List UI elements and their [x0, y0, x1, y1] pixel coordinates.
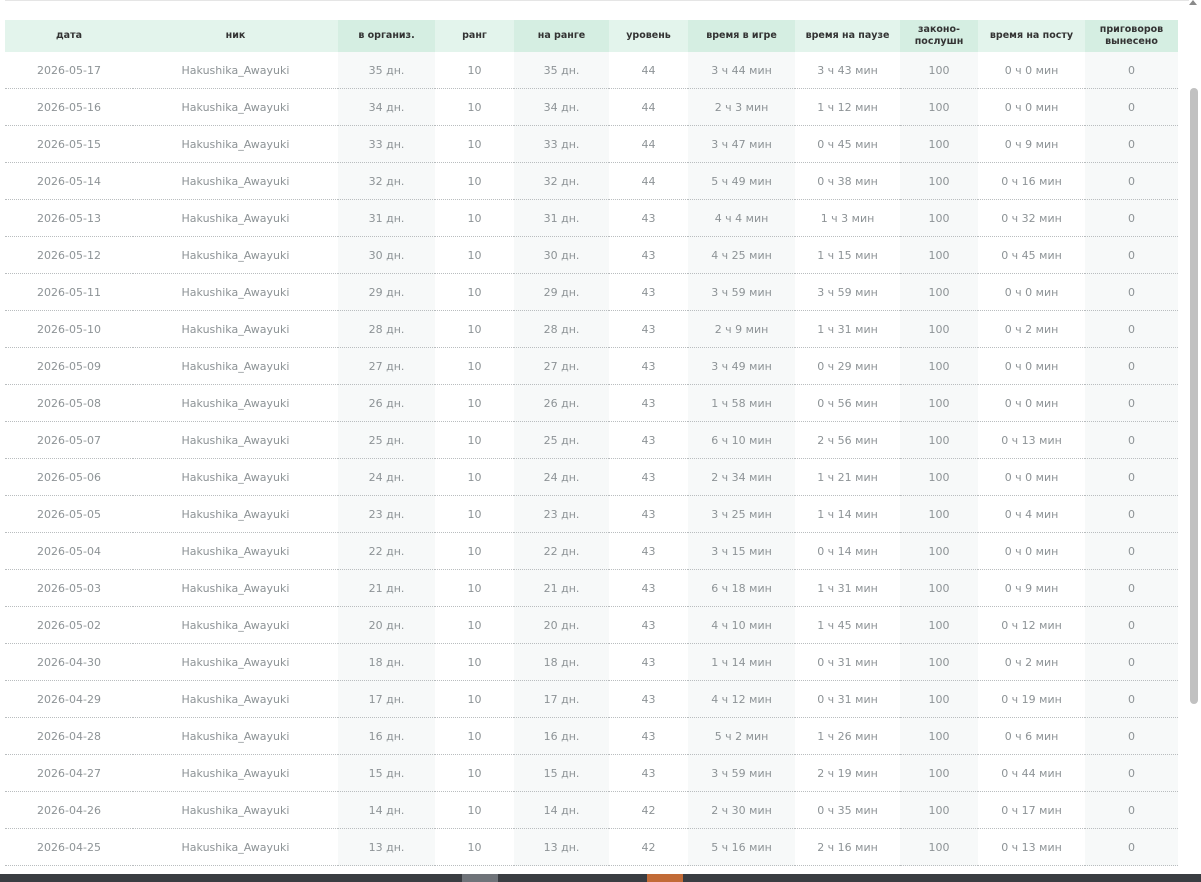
cell-level: 43	[609, 607, 688, 644]
cell-sentences: 0	[1085, 274, 1178, 311]
cell-nick: Hakushika_Awayuki	[133, 385, 338, 422]
cell-law-abiding: 100	[900, 755, 978, 792]
cell-sentences: 0	[1085, 792, 1178, 829]
table-row[interactable]	[5, 274, 1178, 311]
table-row[interactable]	[5, 348, 1178, 385]
cell-time-in-game: 4 ч 12 мин	[688, 681, 795, 718]
table-row[interactable]	[5, 718, 1178, 755]
cell-time-on-post: 0 ч 4 мин	[978, 496, 1085, 533]
cell-nick: Hakushika_Awayuki	[133, 163, 338, 200]
table-row[interactable]	[5, 459, 1178, 496]
cell-law-abiding: 100	[900, 385, 978, 422]
cell-time-in-game: 3 ч 49 мин	[688, 348, 795, 385]
cell-on-rank: 17 дн.	[514, 681, 609, 718]
cell-sentences: 0	[1085, 163, 1178, 200]
cell-level: 43	[609, 755, 688, 792]
column-header-law-abiding[interactable]: законо-послушн	[900, 20, 978, 52]
cell-law-abiding: 100	[900, 459, 978, 496]
cell-in-org: 21 дн.	[338, 570, 435, 607]
cell-level: 43	[609, 274, 688, 311]
cell-nick: Hakushika_Awayuki	[133, 829, 338, 866]
cell-level: 43	[609, 496, 688, 533]
cell-rank: 10	[435, 681, 514, 718]
cell-rank: 10	[435, 385, 514, 422]
table-row[interactable]	[5, 89, 1178, 126]
cell-nick: Hakushika_Awayuki	[133, 311, 338, 348]
cell-level: 43	[609, 200, 688, 237]
cell-nick: Hakushika_Awayuki	[133, 126, 338, 163]
cell-law-abiding: 100	[900, 163, 978, 200]
column-header-time-paused[interactable]: время на паузе	[795, 20, 900, 52]
cell-rank: 10	[435, 237, 514, 274]
cell-date: 2026-05-15	[5, 126, 133, 163]
cell-sentences: 0	[1085, 681, 1178, 718]
cell-time-paused: 3 ч 59 мин	[795, 274, 900, 311]
cell-in-org: 14 дн.	[338, 792, 435, 829]
cell-nick: Hakushika_Awayuki	[133, 755, 338, 792]
column-header-date[interactable]: дата	[5, 20, 133, 52]
cell-date: 2026-05-04	[5, 533, 133, 570]
cell-date: 2026-04-25	[5, 829, 133, 866]
cell-time-on-post: 0 ч 12 мин	[978, 607, 1085, 644]
cell-sentences: 0	[1085, 385, 1178, 422]
cell-law-abiding: 100	[900, 200, 978, 237]
column-header-time-on-post[interactable]: время на посту	[978, 20, 1085, 52]
cell-date: 2026-05-17	[5, 52, 133, 89]
cell-time-on-post: 0 ч 19 мин	[978, 681, 1085, 718]
cell-in-org: 30 дн.	[338, 237, 435, 274]
cell-in-org: 31 дн.	[338, 200, 435, 237]
cell-on-rank: 21 дн.	[514, 570, 609, 607]
table-row[interactable]	[5, 52, 1178, 89]
taskbar-item[interactable]	[462, 874, 498, 882]
cell-date: 2026-04-28	[5, 718, 133, 755]
cell-on-rank: 25 дн.	[514, 422, 609, 459]
table-row[interactable]	[5, 422, 1178, 459]
cell-nick: Hakushika_Awayuki	[133, 681, 338, 718]
cell-sentences: 0	[1085, 237, 1178, 274]
cell-rank: 10	[435, 496, 514, 533]
cell-nick: Hakushika_Awayuki	[133, 496, 338, 533]
cell-on-rank: 23 дн.	[514, 496, 609, 533]
cell-in-org: 13 дн.	[338, 829, 435, 866]
cell-level: 43	[609, 681, 688, 718]
cell-sentences: 0	[1085, 570, 1178, 607]
cell-level: 44	[609, 52, 688, 89]
cell-in-org: 18 дн.	[338, 644, 435, 681]
cell-in-org: 23 дн.	[338, 496, 435, 533]
cell-time-on-post: 0 ч 0 мин	[978, 274, 1085, 311]
cell-law-abiding: 100	[900, 829, 978, 866]
cell-law-abiding: 100	[900, 274, 978, 311]
table-row[interactable]	[5, 607, 1178, 644]
cell-nick: Hakushika_Awayuki	[133, 570, 338, 607]
cell-sentences: 0	[1085, 126, 1178, 163]
cell-time-in-game: 3 ч 44 мин	[688, 52, 795, 89]
cell-time-paused: 0 ч 31 мин	[795, 681, 900, 718]
top-border	[5, 0, 1189, 4]
cell-time-in-game: 4 ч 4 мин	[688, 200, 795, 237]
cell-date: 2026-05-06	[5, 459, 133, 496]
cell-in-org: 16 дн.	[338, 718, 435, 755]
cell-time-on-post: 0 ч 44 мин	[978, 755, 1085, 792]
cell-on-rank: 22 дн.	[514, 533, 609, 570]
column-header-level[interactable]: уровень	[609, 20, 688, 52]
cell-on-rank: 29 дн.	[514, 274, 609, 311]
cell-in-org: 15 дн.	[338, 755, 435, 792]
table-body	[5, 52, 1178, 866]
cell-nick: Hakushika_Awayuki	[133, 89, 338, 126]
table-row[interactable]	[5, 237, 1178, 274]
cell-nick: Hakushika_Awayuki	[133, 644, 338, 681]
cell-on-rank: 13 дн.	[514, 829, 609, 866]
cell-nick: Hakushika_Awayuki	[133, 348, 338, 385]
cell-time-in-game: 2 ч 9 мин	[688, 311, 795, 348]
cell-in-org: 17 дн.	[338, 681, 435, 718]
cell-date: 2026-04-27	[5, 755, 133, 792]
cell-level: 43	[609, 459, 688, 496]
cell-law-abiding: 100	[900, 52, 978, 89]
cell-in-org: 29 дн.	[338, 274, 435, 311]
cell-time-paused: 0 ч 14 мин	[795, 533, 900, 570]
cell-on-rank: 34 дн.	[514, 89, 609, 126]
cell-rank: 10	[435, 755, 514, 792]
taskbar-item-active[interactable]	[647, 874, 683, 882]
cell-level: 43	[609, 533, 688, 570]
cell-time-paused: 2 ч 16 мин	[795, 829, 900, 866]
cell-law-abiding: 100	[900, 533, 978, 570]
cell-time-paused: 2 ч 19 мин	[795, 755, 900, 792]
cell-rank: 10	[435, 570, 514, 607]
cell-time-in-game: 4 ч 10 мин	[688, 607, 795, 644]
cell-date: 2026-05-09	[5, 348, 133, 385]
cell-rank: 10	[435, 348, 514, 385]
cell-in-org: 27 дн.	[338, 348, 435, 385]
column-header-sentences[interactable]: приговоров вынесено	[1085, 20, 1178, 52]
cell-time-in-game: 5 ч 2 мин	[688, 718, 795, 755]
table-row[interactable]	[5, 644, 1178, 681]
cell-time-in-game: 2 ч 3 мин	[688, 89, 795, 126]
cell-level: 43	[609, 422, 688, 459]
cell-time-paused: 1 ч 31 мин	[795, 570, 900, 607]
cell-on-rank: 24 дн.	[514, 459, 609, 496]
cell-time-on-post: 0 ч 2 мин	[978, 311, 1085, 348]
cell-time-in-game: 3 ч 59 мин	[688, 755, 795, 792]
column-header-in-org[interactable]: в организ.	[338, 20, 435, 52]
cell-time-in-game: 1 ч 58 мин	[688, 385, 795, 422]
cell-rank: 10	[435, 607, 514, 644]
cell-date: 2026-05-13	[5, 200, 133, 237]
cell-time-paused: 1 ч 45 мин	[795, 607, 900, 644]
cell-time-paused: 1 ч 26 мин	[795, 718, 900, 755]
cell-sentences: 0	[1085, 755, 1178, 792]
cell-in-org: 25 дн.	[338, 422, 435, 459]
cell-law-abiding: 100	[900, 496, 978, 533]
column-header-time-in-game[interactable]: время в игре	[688, 20, 795, 52]
cell-time-paused: 1 ч 15 мин	[795, 237, 900, 274]
cell-nick: Hakushika_Awayuki	[133, 200, 338, 237]
table-row[interactable]	[5, 755, 1178, 792]
cell-sentences: 0	[1085, 89, 1178, 126]
cell-time-on-post: 0 ч 0 мин	[978, 385, 1085, 422]
cell-law-abiding: 100	[900, 570, 978, 607]
cell-date: 2026-05-05	[5, 496, 133, 533]
cell-time-in-game: 2 ч 30 мин	[688, 792, 795, 829]
cell-time-on-post: 0 ч 9 мин	[978, 126, 1085, 163]
cell-rank: 10	[435, 89, 514, 126]
cell-sentences: 0	[1085, 200, 1178, 237]
cell-time-on-post: 0 ч 9 мин	[978, 570, 1085, 607]
cell-time-in-game: 3 ч 47 мин	[688, 126, 795, 163]
cell-time-in-game: 1 ч 14 мин	[688, 644, 795, 681]
cell-rank: 10	[435, 644, 514, 681]
cell-rank: 10	[435, 311, 514, 348]
cell-nick: Hakushika_Awayuki	[133, 718, 338, 755]
cell-on-rank: 33 дн.	[514, 126, 609, 163]
bottom-taskbar	[0, 874, 1201, 882]
cell-law-abiding: 100	[900, 607, 978, 644]
table-row[interactable]	[5, 570, 1178, 607]
cell-in-org: 22 дн.	[338, 533, 435, 570]
cell-in-org: 35 дн.	[338, 52, 435, 89]
table-row[interactable]	[5, 681, 1178, 718]
cell-sentences: 0	[1085, 52, 1178, 89]
scroll-up-arrow-icon[interactable]	[1189, 0, 1197, 5]
cell-time-on-post: 0 ч 0 мин	[978, 52, 1085, 89]
table-row[interactable]	[5, 496, 1178, 533]
cell-nick: Hakushika_Awayuki	[133, 274, 338, 311]
column-header-on-rank[interactable]: на ранге	[514, 20, 609, 52]
cell-law-abiding: 100	[900, 792, 978, 829]
cell-level: 43	[609, 385, 688, 422]
cell-date: 2026-05-08	[5, 385, 133, 422]
cell-rank: 10	[435, 274, 514, 311]
cell-sentences: 0	[1085, 829, 1178, 866]
cell-in-org: 28 дн.	[338, 311, 435, 348]
cell-time-on-post: 0 ч 17 мин	[978, 792, 1085, 829]
cell-time-paused: 1 ч 3 мин	[795, 200, 900, 237]
cell-time-paused: 0 ч 29 мин	[795, 348, 900, 385]
cell-on-rank: 14 дн.	[514, 792, 609, 829]
cell-level: 43	[609, 644, 688, 681]
cell-date: 2026-05-16	[5, 89, 133, 126]
cell-law-abiding: 100	[900, 89, 978, 126]
cell-date: 2026-05-03	[5, 570, 133, 607]
cell-law-abiding: 100	[900, 348, 978, 385]
cell-rank: 10	[435, 792, 514, 829]
cell-level: 43	[609, 237, 688, 274]
stats-table	[5, 20, 1178, 866]
cell-law-abiding: 100	[900, 311, 978, 348]
cell-level: 42	[609, 792, 688, 829]
cell-on-rank: 18 дн.	[514, 644, 609, 681]
cell-on-rank: 16 дн.	[514, 718, 609, 755]
cell-date: 2026-05-12	[5, 237, 133, 274]
cell-date: 2026-05-10	[5, 311, 133, 348]
cell-sentences: 0	[1085, 533, 1178, 570]
cell-rank: 10	[435, 459, 514, 496]
cell-nick: Hakushika_Awayuki	[133, 237, 338, 274]
cell-time-paused: 0 ч 35 мин	[795, 792, 900, 829]
cell-time-in-game: 3 ч 59 мин	[688, 274, 795, 311]
cell-time-paused: 1 ч 14 мин	[795, 496, 900, 533]
cell-time-on-post: 0 ч 2 мин	[978, 644, 1085, 681]
cell-level: 43	[609, 348, 688, 385]
cell-nick: Hakushika_Awayuki	[133, 422, 338, 459]
cell-time-paused: 2 ч 56 мин	[795, 422, 900, 459]
cell-law-abiding: 100	[900, 718, 978, 755]
cell-time-on-post: 0 ч 0 мин	[978, 89, 1085, 126]
cell-date: 2026-05-14	[5, 163, 133, 200]
cell-on-rank: 32 дн.	[514, 163, 609, 200]
cell-nick: Hakushika_Awayuki	[133, 792, 338, 829]
table-row[interactable]	[5, 200, 1178, 237]
cell-law-abiding: 100	[900, 644, 978, 681]
cell-time-in-game: 4 ч 25 мин	[688, 237, 795, 274]
cell-level: 42	[609, 829, 688, 866]
cell-sentences: 0	[1085, 348, 1178, 385]
cell-time-in-game: 6 ч 10 мин	[688, 422, 795, 459]
cell-in-org: 32 дн.	[338, 163, 435, 200]
cell-time-paused: 0 ч 56 мин	[795, 385, 900, 422]
cell-level: 44	[609, 89, 688, 126]
cell-time-paused: 0 ч 38 мин	[795, 163, 900, 200]
cell-time-in-game: 6 ч 18 мин	[688, 570, 795, 607]
cell-rank: 10	[435, 718, 514, 755]
column-header-nick[interactable]: ник	[133, 20, 338, 52]
cell-rank: 10	[435, 422, 514, 459]
cell-nick: Hakushika_Awayuki	[133, 52, 338, 89]
cell-nick: Hakushika_Awayuki	[133, 607, 338, 644]
cell-nick: Hakushika_Awayuki	[133, 459, 338, 496]
cell-time-on-post: 0 ч 6 мин	[978, 718, 1085, 755]
cell-rank: 10	[435, 533, 514, 570]
cell-time-in-game: 5 ч 16 мин	[688, 829, 795, 866]
cell-date: 2026-04-30	[5, 644, 133, 681]
cell-date: 2026-04-29	[5, 681, 133, 718]
cell-time-on-post: 0 ч 13 мин	[978, 829, 1085, 866]
table-row[interactable]	[5, 829, 1178, 866]
cell-level: 44	[609, 163, 688, 200]
cell-rank: 10	[435, 200, 514, 237]
cell-date: 2026-05-02	[5, 607, 133, 644]
cell-time-paused: 0 ч 45 мин	[795, 126, 900, 163]
cell-time-on-post: 0 ч 13 мин	[978, 422, 1085, 459]
table-row[interactable]	[5, 533, 1178, 570]
cell-time-in-game: 2 ч 34 мин	[688, 459, 795, 496]
cell-time-in-game: 3 ч 15 мин	[688, 533, 795, 570]
cell-nick: Hakushika_Awayuki	[133, 533, 338, 570]
cell-rank: 10	[435, 829, 514, 866]
cell-in-org: 34 дн.	[338, 89, 435, 126]
cell-law-abiding: 100	[900, 422, 978, 459]
cell-on-rank: 31 дн.	[514, 200, 609, 237]
cell-on-rank: 28 дн.	[514, 311, 609, 348]
cell-on-rank: 26 дн.	[514, 385, 609, 422]
table-row[interactable]	[5, 163, 1178, 200]
cell-law-abiding: 100	[900, 237, 978, 274]
cell-time-on-post: 0 ч 0 мин	[978, 459, 1085, 496]
cell-time-on-post: 0 ч 16 мин	[978, 163, 1085, 200]
cell-in-org: 33 дн.	[338, 126, 435, 163]
cell-time-in-game: 5 ч 49 мин	[688, 163, 795, 200]
cell-on-rank: 27 дн.	[514, 348, 609, 385]
cell-time-on-post: 0 ч 32 мин	[978, 200, 1085, 237]
cell-time-paused: 1 ч 12 мин	[795, 89, 900, 126]
cell-rank: 10	[435, 52, 514, 89]
cell-time-on-post: 0 ч 0 мин	[978, 533, 1085, 570]
cell-sentences: 0	[1085, 311, 1178, 348]
cell-date: 2026-04-26	[5, 792, 133, 829]
cell-on-rank: 35 дн.	[514, 52, 609, 89]
table-row[interactable]	[5, 792, 1178, 829]
cell-level: 43	[609, 311, 688, 348]
table-header-row	[5, 20, 1178, 52]
cell-date: 2026-05-11	[5, 274, 133, 311]
cell-in-org: 24 дн.	[338, 459, 435, 496]
table-row[interactable]	[5, 385, 1178, 422]
cell-sentences: 0	[1085, 496, 1178, 533]
cell-sentences: 0	[1085, 607, 1178, 644]
cell-sentences: 0	[1085, 422, 1178, 459]
cell-sentences: 0	[1085, 718, 1178, 755]
cell-sentences: 0	[1085, 459, 1178, 496]
cell-in-org: 20 дн.	[338, 607, 435, 644]
cell-time-paused: 3 ч 43 мин	[795, 52, 900, 89]
cell-on-rank: 20 дн.	[514, 607, 609, 644]
cell-date: 2026-05-07	[5, 422, 133, 459]
cell-time-paused: 0 ч 31 мин	[795, 644, 900, 681]
table-row[interactable]	[5, 311, 1178, 348]
cell-rank: 10	[435, 163, 514, 200]
cell-in-org: 26 дн.	[338, 385, 435, 422]
cell-on-rank: 30 дн.	[514, 237, 609, 274]
cell-sentences: 0	[1085, 644, 1178, 681]
cell-level: 43	[609, 718, 688, 755]
table-row[interactable]	[5, 126, 1178, 163]
cell-on-rank: 15 дн.	[514, 755, 609, 792]
cell-time-on-post: 0 ч 45 мин	[978, 237, 1085, 274]
cell-time-paused: 1 ч 21 мин	[795, 459, 900, 496]
cell-time-paused: 1 ч 31 мин	[795, 311, 900, 348]
cell-law-abiding: 100	[900, 681, 978, 718]
cell-level: 44	[609, 126, 688, 163]
cell-time-on-post: 0 ч 0 мин	[978, 348, 1085, 385]
column-header-rank[interactable]: ранг	[435, 20, 514, 52]
cell-time-in-game: 3 ч 25 мин	[688, 496, 795, 533]
cell-level: 43	[609, 570, 688, 607]
vertical-scrollbar-thumb[interactable]	[1190, 88, 1198, 704]
cell-rank: 10	[435, 126, 514, 163]
cell-law-abiding: 100	[900, 126, 978, 163]
